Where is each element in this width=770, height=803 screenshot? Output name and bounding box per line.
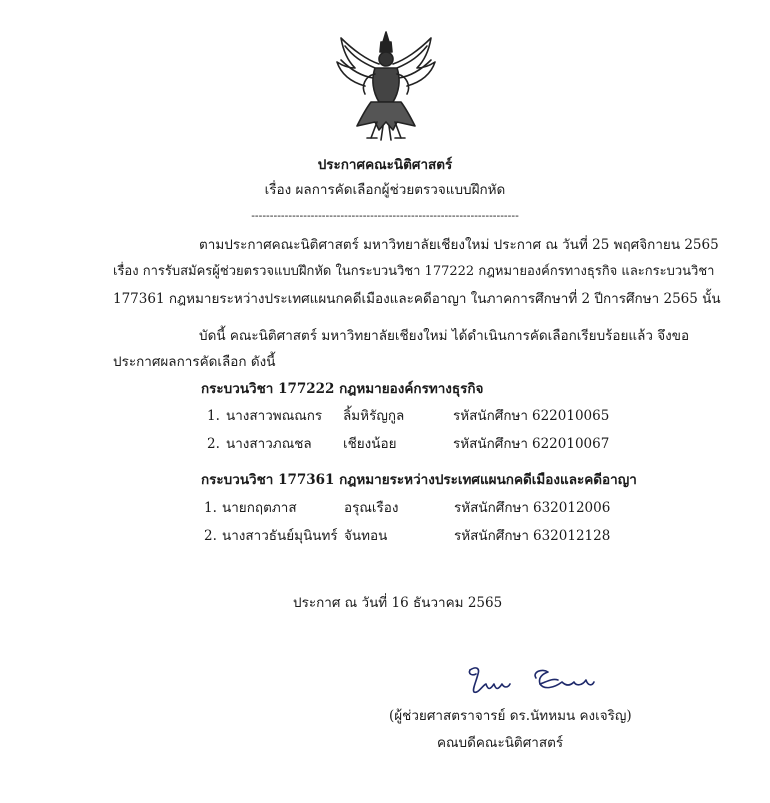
course-heading: กระบวนวิชา 177222 กฎหมายองค์กรทางธุรกิจ (201, 381, 484, 397)
paragraph-1-line-2: เรื่อง การรับสมัครผู้ช่วยตรวจแบบฝึกหัด ในกระบวนวิชา 177222 กฎหมายองค์กรทางธุรกิจ และกระบวนวิชา (113, 264, 715, 279)
divider-line: ------------------------------------------------------------------------ (251, 209, 519, 222)
student-number: 1. (207, 408, 220, 424)
student-last-name: อรุณเรือง (344, 500, 399, 516)
student-first-name: นายกฤตภาส (222, 500, 297, 516)
student-id-label: รหัสนักศึกษา (454, 500, 530, 516)
signature-image (466, 664, 596, 698)
student-last-name: ลิ้มหิรัญกูล (343, 408, 405, 424)
course-heading: กระบวนวิชา 177361 กฎหมายระหว่างประเทศแผนกคดีเมืองและคดีอาญา (201, 472, 637, 488)
student-number: 1. (204, 500, 217, 516)
student-number: 2. (207, 436, 220, 452)
paragraph-2-line-2: ประกาศผลการคัดเลือก ดังนี้ (113, 354, 276, 370)
signatory-title: คณบดีคณะนิติศาสตร์ (437, 735, 564, 751)
student-id-label: รหัสนักศึกษา (453, 408, 529, 424)
signatory-name: (ผู้ช่วยศาสตราจารย์ ดร.นัทหมน คงเจริญ) (389, 708, 632, 724)
student-number: 2. (204, 528, 217, 544)
student-id-label: รหัสนักศึกษา (453, 436, 529, 452)
student-id: 622010065 (532, 408, 610, 424)
announcement-subject: เรื่อง ผลการคัดเลือกผู้ช่วยตรวจแบบฝึกหัด (264, 182, 506, 198)
student-first-name: นางสาวพณณกร (226, 408, 323, 424)
announcement-date: ประกาศ ณ วันที่ 16 ธันวาคม 2565 (293, 595, 503, 611)
student-id: 632012128 (533, 528, 611, 544)
student-first-name: นางสาวภณชล (226, 436, 312, 452)
student-last-name: เชียงน้อย (343, 436, 397, 452)
paragraph-1-line-1: ตามประกาศคณะนิติศาสตร์ มหาวิทยาลัยเชียงใหม่ ประกาศ ณ วันที่ 25 พฤศจิกายน 2565 (199, 237, 719, 253)
garuda-emblem-icon (331, 30, 441, 142)
student-id: 632012006 (533, 500, 611, 516)
student-first-name: นางสาวธันย์มุนินทร์ (222, 528, 338, 544)
student-last-name: จันทอน (344, 528, 388, 544)
student-id: 622010067 (532, 436, 610, 452)
student-id-label: รหัสนักศึกษา (454, 528, 530, 544)
paragraph-1-line-3: 177361 กฎหมายระหว่างประเทศแผนกคดีเมืองและคดีอาญา ในภาคการศึกษาที่ 2 ปีการศึกษา 2565 นั้น (113, 291, 721, 307)
announcement-title: ประกาศคณะนิติศาสตร์ (317, 157, 453, 173)
paragraph-2-line-1: บัดนี้ คณะนิติศาสตร์ มหาวิทยาลัยเชียงใหม่ ได้ดำเนินการคัดเลือกเรียบร้อยแล้ว จึงขอ (199, 328, 690, 344)
